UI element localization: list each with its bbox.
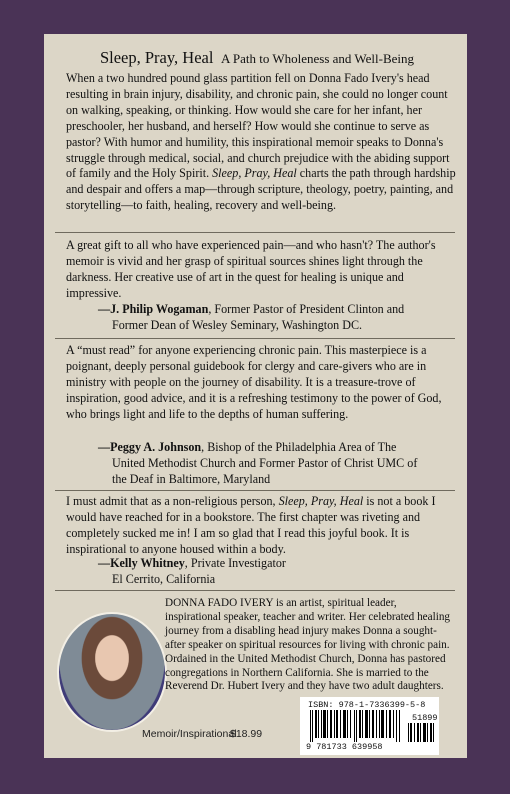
endorser-title: , Bishop of the Philadelphia Area of The xyxy=(201,440,397,454)
endorsement-quote: A great gift to all who have experienced pain—and who hasn't? The author's memoir is vivid and her grasp of spiritual sources shines light through the darkness. Her creative use of art in the quest for healing is unique and impressive. xyxy=(66,238,436,300)
description-text-b: charts the path through hardship and despair and offers a map—through scripture, theology, poetry, painting, and storytelling—to faith, healing, recovery and well-being. xyxy=(66,166,456,213)
divider xyxy=(55,490,455,491)
price-label: $18.99 xyxy=(230,728,263,740)
author-bio: DONNA FADO IVERY is an artist, spiritual leader, inspirational speaker, teacher and writer. Her celebrated healing journey from a disabling head injury makes Donna a sought-after speaker on spiritual resources for living with chronic pain. Ordained in the United Methodist Church, Donna has pastored congregations in Northern California. She is married to the Reverend Dr. Hubert Ivery and they have two adult daughters. xyxy=(165,597,451,693)
endorser-name: —J. Philip Wogaman xyxy=(98,302,209,316)
endorser-title: , Former Pastor of President Clinton and xyxy=(208,302,405,316)
quote-text-b: is not a book I would have reached for in a bookstore. The first chapter was riveting and completely sucked me in! I am so glad that I read this joyful book. It is inspirational to anyone housed within a body. xyxy=(66,494,436,556)
divider xyxy=(55,232,455,233)
divider xyxy=(55,338,455,339)
book-description xyxy=(66,71,458,214)
endorser-name: —Kelly Whitney xyxy=(98,556,185,570)
endorser-title-2: United Methodist Church and Former Pastor of Christ UMC of the Deaf in Baltimore, Maryland xyxy=(112,455,418,486)
endorsement-quote xyxy=(66,494,458,558)
isbn-text: ISBN: 978-1-7336399-5-8 xyxy=(308,700,426,710)
endorsement-quote: A “must read” for anyone experiencing chronic pain. This masterpiece is a poignant, deeply personal guidebook for clergy and care-givers who are in ministry with people on the journey of disability. It is a treasure-trove of inspiration, good advice, and it is a refreshing testimony to the power of God, who brings light and life to the depths of human suffering. xyxy=(66,343,442,421)
endorsement-attribution xyxy=(98,302,463,334)
barcode-number: 9 781733 639958 xyxy=(306,742,383,752)
description-title-italic: Sleep, Pray, Heal xyxy=(212,166,297,181)
author-photo xyxy=(57,612,167,732)
genre-label: Memoir/Inspirational xyxy=(142,728,237,740)
quote-text-a: I must admit that as a non-religious person, xyxy=(66,494,279,508)
addon-barcode-bars xyxy=(408,723,434,742)
endorsement-attribution xyxy=(98,556,463,588)
barcode-bars xyxy=(310,710,401,742)
endorser-title-2: Former Dean of Wesley Seminary, Washington DC. xyxy=(112,317,363,332)
divider xyxy=(55,590,455,591)
title-subtitle: A Path to Wholeness and Well-Being xyxy=(220,51,415,66)
barcode xyxy=(300,697,439,755)
title-main: Sleep, Pray, Heal xyxy=(99,48,214,67)
endorser-title: , Private Investigator xyxy=(184,556,286,570)
price-code: 51899 xyxy=(412,713,438,723)
endorser-title-2: El Cerrito, California xyxy=(112,571,216,586)
endorser-name: —Peggy A. Johnson xyxy=(98,440,202,454)
quote-title-italic: Sleep, Pray, Heal xyxy=(278,494,364,508)
description-text-a: When a two hundred pound glass partition fell on Donna Fado Ivery's head resulting in brain injury, disability, and chronic pain, she could no longer count on walking, speaking, or thinking. How would she care for her infant, her preschooler, her husband, and herself? How would she continue to serve as pastor? With humor and humility, this inspirational memoir speaks to Donna's struggle through medical, social, and church prejudice with the abiding support of family and the Holy Spirit. xyxy=(66,71,450,181)
endorsement-attribution xyxy=(98,440,463,488)
book-title xyxy=(62,48,452,68)
